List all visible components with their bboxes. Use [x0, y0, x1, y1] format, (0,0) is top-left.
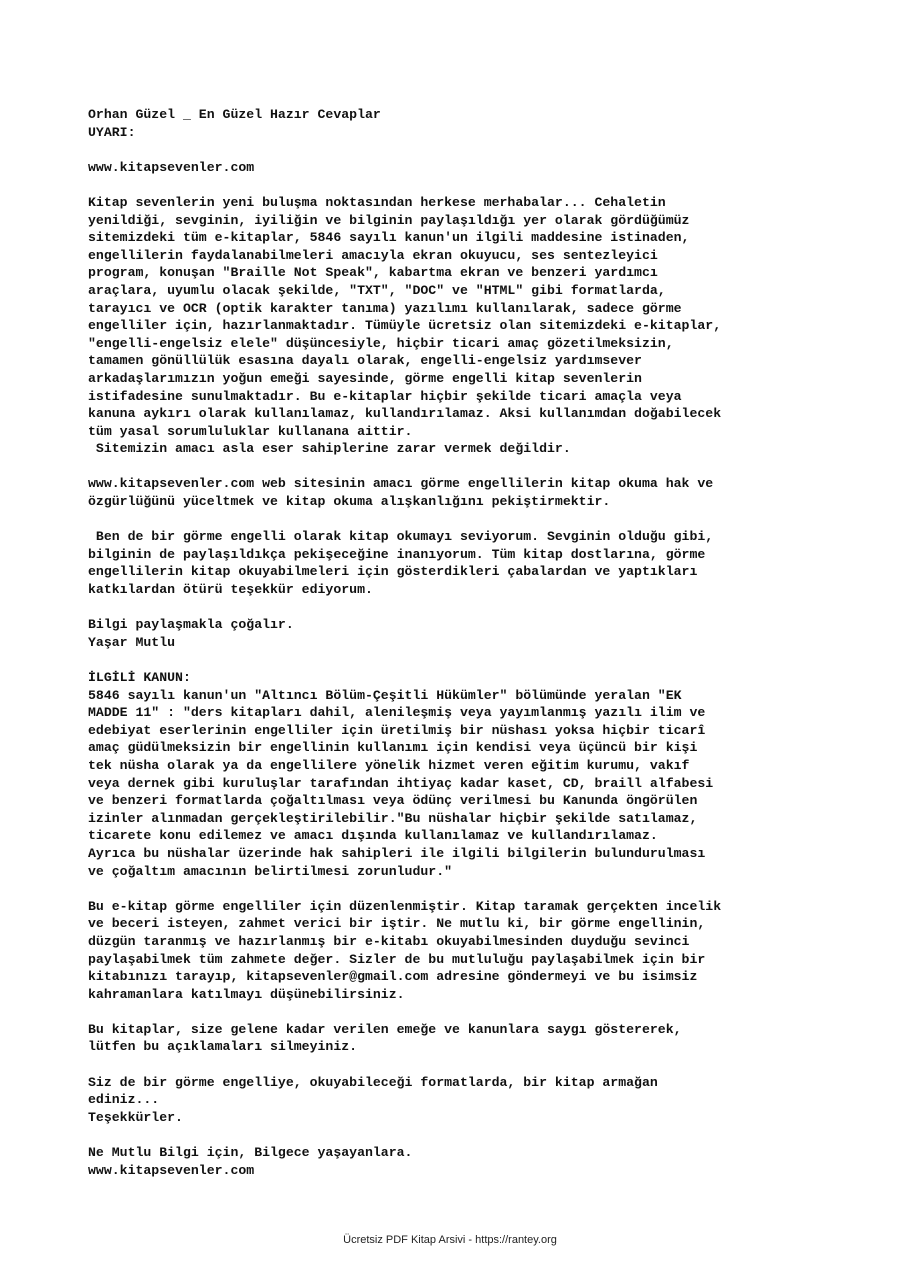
text-line: Ben de bir görme engelli olarak kitap okumayı seviyorum. Sevginin olduğu gibi, — [88, 529, 714, 545]
text-line: kahramanlara katılmayı düşünebilirsiniz. — [88, 986, 405, 1002]
text-line: İLGİLİ KANUN: — [88, 670, 191, 685]
text-line: katkılardan ötürü teşekkür ediyorum. — [88, 582, 373, 598]
site-url — [88, 159, 848, 177]
text-line: www.kitapsevenler.com — [88, 1162, 255, 1178]
text-line: engellilerin faydalanabilmeleri amacıyla ekran okuyucu, ses sentezleyici — [88, 247, 658, 263]
document-body — [88, 106, 848, 1179]
text-line: lütfen bu açıklamaları silmeyiniz. — [88, 1039, 358, 1055]
paragraph-gap — [88, 458, 848, 476]
paragraph-gap — [88, 651, 848, 669]
text-line: MADDE 11" : "ders kitapları dahil, alenileşmiş veya yayımlanmış yazılı ilim ve — [88, 705, 706, 721]
text-line: ve beceri isteyen, zahmet verici bir iştir. Ne mutlu ki, bir görme engellinin, — [88, 916, 706, 932]
paragraph-gap — [88, 176, 848, 194]
text-line: araçlara, uyumlu olacak şekilde, "TXT", "DOC" ve "HTML" gibi formatlarda, — [88, 282, 666, 298]
text-line: edebiyat eserlerinin engelliler için üretilmiş bir nüshası yoksa hiçbir ticarî — [88, 722, 706, 738]
text-line: Bu e-kitap görme engelliler için düzenlenmiştir. Kitap taramak gerçekten incelik — [88, 898, 722, 914]
ebook-paragraph — [88, 898, 848, 1004]
text-line: özgürlüğünü yüceltmek ve kitap okuma alışkanlığını pekiştirmektir. — [88, 494, 611, 510]
text-line: sitemizdeki tüm e-kitaplar, 5846 sayılı kanun'un ilgili maddesine istinaden, — [88, 230, 690, 246]
text-line: Orhan Güzel _ En Güzel Hazır Cevaplar — [88, 107, 381, 122]
text-line: engelliler için, hazırlanmaktadır. Tümüyle ücretsiz olan sitemizdeki e-kitaplar, — [88, 318, 722, 334]
intro-paragraph — [88, 194, 848, 458]
text-line: www.kitapsevenler.com web sitesinin amacı görme engellilerin kitap okuma hak ve — [88, 476, 714, 492]
purpose-paragraph — [88, 475, 848, 510]
text-line: engellilerin kitap okuyabilmeleri için gösterdikleri çabalardan ve yaptıkları — [88, 564, 698, 580]
paragraph-gap — [88, 880, 848, 898]
paragraph-gap — [88, 141, 848, 159]
text-line: 5846 sayılı kanun'un "Altıncı Bölüm-Çeşitli Hükümler" bölümünde yeralan "EK — [88, 687, 682, 703]
text-line: arkadaşlarımızın yoğun emeği sayesinde, görme engelli kitap sevenlerin — [88, 370, 642, 386]
text-line: "engelli-engelsiz elele" düşüncesiyle, hiçbir ticari amaç gözetilmeksizin, — [88, 335, 674, 351]
text-line: kanuna aykırı olarak kullanılamaz, kullandırılamaz. Aksi kullanımdan doğabilecek — [88, 406, 722, 422]
text-line: Siz de bir görme engelliye, okuyabileceği formatlarda, bir kitap armağan — [88, 1074, 658, 1090]
gift-paragraph — [88, 1074, 848, 1127]
paragraph-gap — [88, 1126, 848, 1144]
text-line: Bilgi paylaşmakla çoğalır. — [88, 617, 294, 633]
text-line: Yaşar Mutlu — [88, 634, 176, 650]
paragraph-gap — [88, 511, 848, 529]
personal-paragraph — [88, 528, 848, 598]
paragraph-gap — [88, 1056, 848, 1074]
text-line: veya dernek gibi kuruluşlar tarafından ihtiyaç kadar kaset, CD, braill alfabesi — [88, 775, 714, 791]
text-line: ediniz... — [88, 1092, 160, 1108]
text-line: paylaşabilmek tüm zahmete değer. Sizler de bu mutluluğu paylaşabilmek için bir — [88, 951, 706, 967]
text-line: bilginin de paylaşıldıkça pekişeceğine inanıyorum. Tüm kitap dostlarına, görme — [88, 546, 706, 562]
text-line: www.kitapsevenler.com — [88, 159, 255, 175]
text-line: tamamen gönüllülük esasına dayalı olarak, engelli-engelsiz yardımsever — [88, 353, 642, 369]
text-line: Ayrıca bu nüshalar üzerinde hak sahipleri ile ilgili bilgilerin bulundurulması — [88, 845, 706, 861]
text-line: Teşekkürler. — [88, 1109, 183, 1125]
paragraph-gap — [88, 1003, 848, 1021]
text-line: tek nüsha olarak ya da engellilere yönelik hizmet veren eğitim kurumu, vakıf — [88, 757, 690, 773]
text-line: Bu kitaplar, size gelene kadar verilen emeğe ve kanunlara saygı göstererek, — [88, 1021, 682, 1037]
request-paragraph — [88, 1021, 848, 1056]
text-line: program, konuşan "Braille Not Speak", kabartma ekran ve benzeri yardımcı — [88, 265, 658, 281]
text-line: yenildiği, sevginin, iyiliğin ve bilginin paylaşıldığı yer olarak gördüğümüz — [88, 212, 690, 228]
text-line: ve çoğaltım amacının belirtilmesi zorunludur." — [88, 863, 453, 879]
text-line: kitabınızı tarayıp, kitapsevenler@gmail.com adresine göndermeyi ve bu isimsiz — [88, 969, 698, 985]
text-line: tüm yasal sorumluluklar kullanana aittir. — [88, 423, 413, 439]
text-line: izinler alınmadan gerçekleştirilebilir."Bu nüshalar hiçbir şekilde satılamaz, — [88, 810, 698, 826]
text-line: istifadesine sunulmaktadır. Bu e-kitaplar hiçbir şekilde ticari amaçla veya — [88, 388, 682, 404]
text-line: tarayıcı ve OCR (optik karakter tanıma) yazılımı kullanılarak, sadece görme — [88, 300, 682, 316]
paragraph-gap — [88, 599, 848, 617]
text-line: ve benzeri formatlarda çoğaltılması veya ödünç verilmesi bu Kanunda öngörülen — [88, 793, 698, 809]
text-line: Kitap sevenlerin yeni buluşma noktasından herkese merhabalar... Cehaletin — [88, 194, 666, 210]
law-section — [88, 669, 848, 880]
text-line: amaç güdülmeksizin bir engellinin kullanımı için kendisi veya üçüncü bir kişi — [88, 740, 698, 756]
text-line: Ne Mutlu Bilgi için, Bilgece yaşayanlara. — [88, 1145, 413, 1161]
closing — [88, 1144, 848, 1179]
page-footer: Ücretsiz PDF Kitap Arsivi - https://rantey.org — [343, 1234, 557, 1246]
signature — [88, 616, 848, 651]
text-line: ticarete konu edilemez ve amacı dışında kullanılamaz ve kullandırılamaz. — [88, 828, 658, 844]
header — [88, 106, 848, 141]
text-line: Sitemizin amacı asla eser sahiplerine zarar vermek değildir. — [88, 441, 571, 457]
text-line: UYARI: — [88, 124, 136, 140]
text-line: düzgün taranmış ve hazırlanmış bir e-kitabı okuyabilmesinden duyduğu sevinci — [88, 933, 690, 949]
